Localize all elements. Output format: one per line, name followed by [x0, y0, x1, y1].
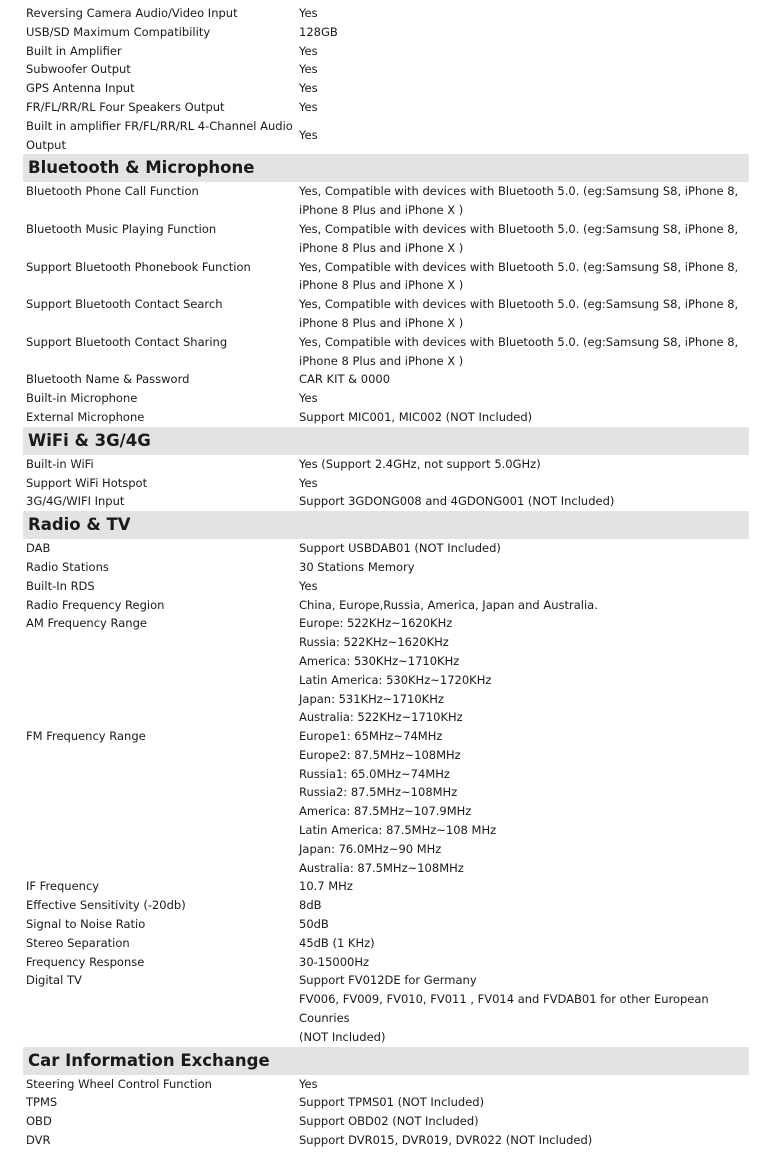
section-header-car-info: Car Information Exchange [23, 1047, 749, 1075]
spec-value-line: Yes, Compatible with devices with Bluetooth 5.0. (eg:Samsung S8, iPhone 8, [299, 334, 739, 349]
spec-value: 30-15000Hz [299, 954, 370, 969]
spec-label: Subwoofer Output [26, 62, 131, 77]
spec-value-line: Australia: 522KHz~1710KHz [299, 710, 463, 725]
spec-row [23, 182, 749, 220]
spec-label: Support Bluetooth Phonebook Function [26, 259, 251, 274]
spec-value: Yes [299, 43, 318, 58]
spec-value: Yes [299, 1076, 318, 1091]
spec-label: Digital TV [26, 973, 82, 988]
spec-row [23, 295, 749, 333]
spec-label: Effective Sensitivity (-20db) [26, 898, 186, 913]
spec-label: External Microphone [26, 409, 145, 424]
spec-row [23, 79, 749, 98]
spec-value-line: (NOT Included) [299, 1029, 386, 1044]
spec-label: Radio Stations [26, 559, 109, 574]
spec-value: Yes [299, 391, 318, 406]
spec-value: 8dB [299, 898, 322, 913]
spec-label: GPS Antenna Input [26, 81, 135, 96]
spec-value: Yes [299, 81, 318, 96]
spec-value [299, 971, 749, 1046]
spec-row [23, 42, 749, 61]
spec-row [23, 877, 749, 896]
spec-row [23, 896, 749, 915]
spec-row [23, 1131, 749, 1150]
spec-value: China, Europe,Russia, America, Japan and Australia. [299, 597, 598, 612]
spec-label: TPMS [26, 1095, 58, 1110]
spec-label: FM Frequency Range [26, 729, 146, 744]
spec-value: 128GB [299, 24, 338, 39]
spec-value [299, 220, 749, 258]
spec-value-line: Yes, Compatible with devices with Bluetooth 5.0. (eg:Samsung S8, iPhone 8, [299, 297, 739, 312]
spec-value: Support MIC001, MIC002 (NOT Included) [299, 409, 533, 424]
spec-value-line: Latin America: 87.5MHz~108 MHz [299, 823, 497, 838]
spec-label: OBD [26, 1114, 52, 1129]
spec-value-line: America: 87.5MHz~107.9MHz [299, 804, 472, 819]
spec-row [23, 614, 749, 727]
spec-row [23, 539, 749, 558]
spec-label: Radio Frequency Region [26, 597, 165, 612]
spec-value [299, 295, 749, 333]
spec-value: Support TPMS01 (NOT Included) [299, 1095, 485, 1110]
spec-label: Bluetooth Phone Call Function [26, 184, 199, 199]
spec-value-line: Russia2: 87.5MHz~108MHz [299, 785, 458, 800]
spec-value: CAR KIT & 0000 [299, 372, 391, 387]
spec-value-line: Yes, Compatible with devices with Bluetooth 5.0. (eg:Samsung S8, iPhone 8, [299, 221, 739, 236]
spec-label: Support Bluetooth Contact Search [26, 297, 223, 312]
spec-value [299, 727, 749, 877]
spec-value-line: Latin America: 530KHz~1720KHz [299, 672, 492, 687]
spec-row [23, 934, 749, 953]
spec-label [23, 117, 299, 155]
spec-label: Bluetooth Music Playing Function [26, 221, 217, 236]
spec-row [23, 389, 749, 408]
spec-row [23, 953, 749, 972]
spec-value: 30 Stations Memory [299, 559, 415, 574]
spec-label: USB/SD Maximum Compatibility [26, 24, 211, 39]
spec-value: Yes [299, 6, 318, 20]
spec-row [23, 4, 749, 23]
spec-group-car-info [23, 1075, 749, 1150]
spec-value: 10.7 MHz [299, 879, 353, 894]
spec-value [299, 258, 749, 296]
spec-group-bluetooth [23, 182, 749, 426]
spec-value [299, 614, 749, 727]
spec-label: DVR [26, 1133, 51, 1148]
spec-row [23, 220, 749, 258]
spec-row [23, 558, 749, 577]
spec-label: DAB [26, 541, 51, 556]
spec-row [23, 596, 749, 615]
spec-group-wifi [23, 455, 749, 511]
spec-row [23, 333, 749, 371]
spec-label: Built-in WiFi [26, 456, 94, 471]
spec-row [23, 60, 749, 79]
spec-value: Yes [299, 99, 318, 114]
spec-value: Yes [299, 128, 318, 143]
spec-value-line: iPhone 8 Plus and iPhone X ) [299, 240, 464, 255]
spec-row [23, 727, 749, 877]
spec-label: 3G/4G/WIFI Input [26, 494, 125, 509]
spec-value [299, 333, 749, 371]
spec-value-line: iPhone 8 Plus and iPhone X ) [299, 353, 464, 368]
spec-row [23, 577, 749, 596]
spec-label: FR/FL/RR/RL Four Speakers Output [26, 99, 225, 114]
spec-value-line: iPhone 8 Plus and iPhone X ) [299, 315, 464, 330]
section-header-bluetooth: Bluetooth & Microphone [23, 154, 749, 182]
spec-value: Support USBDAB01 (NOT Included) [299, 541, 501, 556]
spec-row [23, 23, 749, 42]
spec-row [23, 1093, 749, 1112]
spec-value: Support 3GDONG008 and 4GDONG001 (NOT Included) [299, 494, 615, 509]
spec-value: Yes [299, 475, 318, 490]
spec-row [23, 258, 749, 296]
spec-value-line: Japan: 531KHz~1710KHz [299, 691, 444, 706]
spec-value: Yes (Support 2.4GHz, not support 5.0GHz) [299, 456, 541, 471]
spec-row [23, 117, 749, 155]
spec-value-line: Support FV012DE for Germany [299, 973, 477, 988]
spec-row [23, 370, 749, 389]
spec-group-general [23, 4, 749, 154]
spec-sheet [23, 4, 749, 1150]
spec-label: Support Bluetooth Contact Sharing [26, 334, 228, 349]
spec-label: Support WiFi Hotspot [26, 475, 148, 490]
spec-row [23, 1112, 749, 1131]
spec-value-line: Yes, Compatible with devices with Bluetooth 5.0. (eg:Samsung S8, iPhone 8, [299, 259, 739, 274]
spec-value-line: iPhone 8 Plus and iPhone X ) [299, 278, 464, 293]
spec-label: Built-in Microphone [26, 391, 138, 406]
spec-label: IF Frequency [26, 879, 100, 894]
spec-row [23, 1075, 749, 1094]
spec-value-line: Australia: 87.5MHz~108MHz [299, 860, 464, 875]
spec-row [23, 455, 749, 474]
spec-value: Yes [299, 62, 318, 77]
spec-value: Support OBD02 (NOT Included) [299, 1114, 479, 1129]
spec-value-line: Yes, Compatible with devices with Bluetooth 5.0. (eg:Samsung S8, iPhone 8, [299, 184, 739, 199]
spec-label-line: Output [26, 137, 66, 152]
spec-value-line: Russia1: 65.0MHz~74MHz [299, 766, 450, 781]
spec-label: Stereo Separation [26, 935, 130, 950]
spec-row [23, 492, 749, 511]
spec-value: Yes [299, 578, 318, 593]
spec-row [23, 915, 749, 934]
spec-group-radio [23, 539, 749, 1047]
spec-label: Built in Amplifier [26, 43, 122, 58]
spec-label: Bluetooth Name & Password [26, 372, 190, 387]
spec-value-line: iPhone 8 Plus and iPhone X ) [299, 203, 464, 218]
spec-label-line: Built in amplifier FR/FL/RR/RL 4-Channel Audio [26, 118, 293, 133]
section-header-wifi: WiFi & 3G/4G [23, 427, 749, 455]
spec-value-line: Japan: 76.0MHz~90 MHz [299, 841, 442, 856]
spec-row [23, 408, 749, 427]
spec-value-line: Europe: 522KHz~1620KHz [299, 616, 453, 631]
spec-row [23, 474, 749, 493]
spec-label: Signal to Noise Ratio [26, 917, 146, 932]
spec-value: 50dB [299, 917, 329, 932]
spec-row [23, 98, 749, 117]
spec-label: Frequency Response [26, 954, 145, 969]
spec-value: Support DVR015, DVR019, DVR022 (NOT Included) [299, 1133, 593, 1148]
section-header-radio: Radio & TV [23, 511, 749, 539]
spec-label: Built-In RDS [26, 578, 95, 593]
spec-value: 45dB (1 KHz) [299, 935, 375, 950]
spec-value-line: Europe2: 87.5MHz~108MHz [299, 747, 461, 762]
spec-value-line: America: 530KHz~1710KHz [299, 653, 460, 668]
spec-value-line: Europe1: 65MHz~74MHz [299, 729, 443, 744]
spec-label: Reversing Camera Audio/Video Input [26, 6, 238, 20]
spec-value [299, 182, 749, 220]
spec-value-line: FV006, FV009, FV010, FV011 , FV014 and FVDAB01 for other European Counries [299, 992, 709, 1026]
spec-label: Steering Wheel Control Function [26, 1076, 212, 1091]
spec-value-line: Russia: 522KHz~1620KHz [299, 635, 449, 650]
spec-row [23, 971, 749, 1046]
spec-label: AM Frequency Range [26, 616, 147, 631]
